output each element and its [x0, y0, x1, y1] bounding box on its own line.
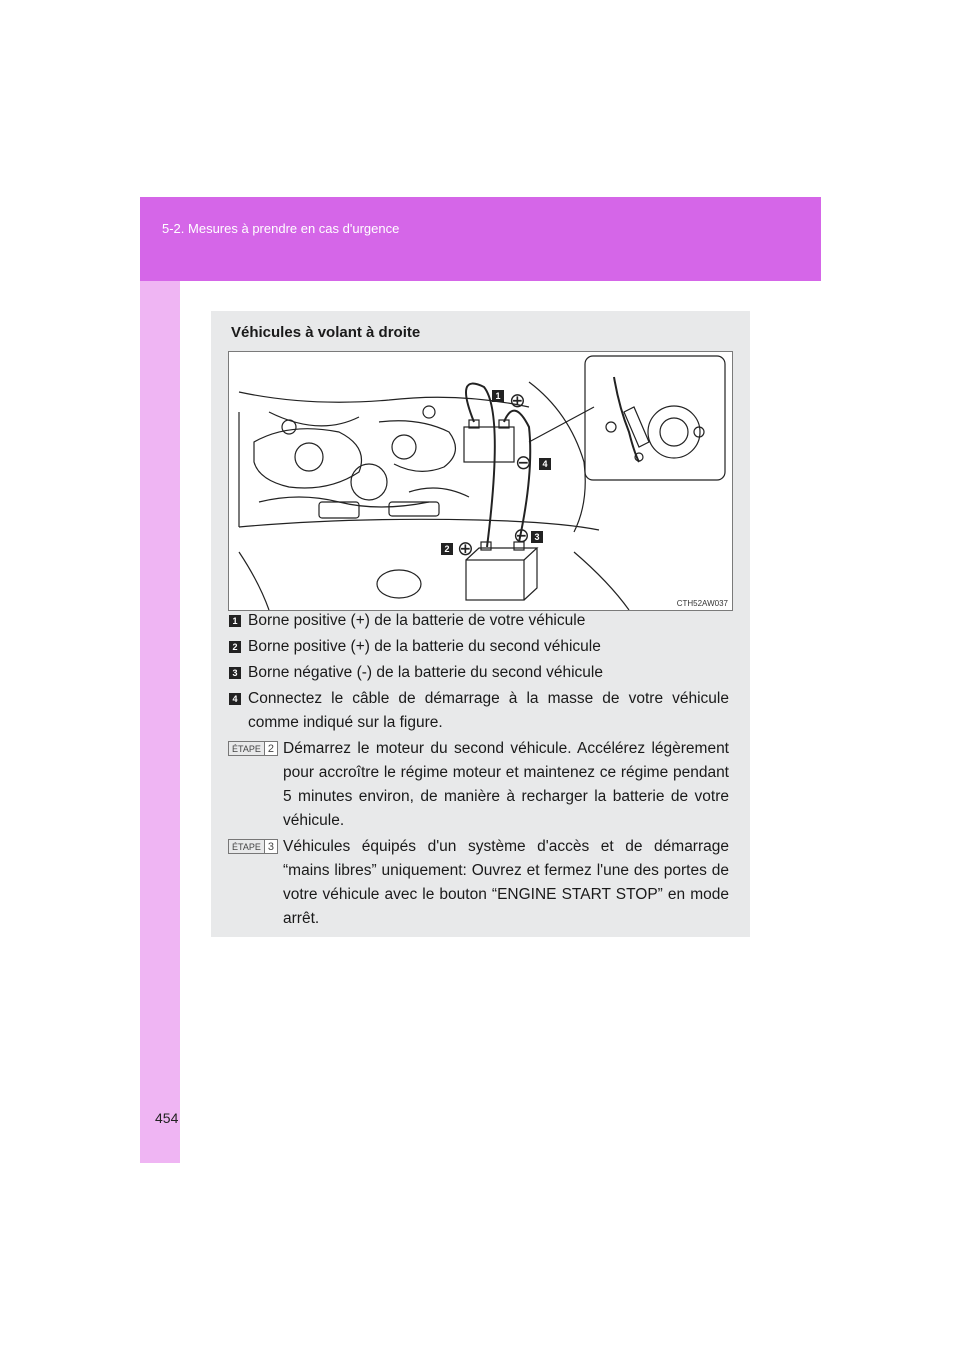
step-number: 3 — [264, 839, 278, 854]
item-text: Borne positive (+) de la batterie du second véhicule — [248, 638, 601, 655]
plus-symbol-1: ⊕ — [509, 388, 526, 412]
step-text: Démarrez le moteur du second véhicule. Accélérez légèrement pour accroître le régime moteur et maintenez ce régime pendant 5 minutes environ, de manière à recharger la batterie de votre véhicule. — [283, 740, 729, 829]
list-item-1 — [229, 609, 729, 633]
step-3 — [228, 835, 729, 931]
item-text: Connectez le câble de démarrage à la masse de votre véhicule comme indiqué sur la figure. — [248, 690, 729, 731]
step-label: ÉTAPE — [228, 741, 264, 756]
minus-symbol-3: ⊖ — [513, 523, 530, 547]
callout-4: 4 — [539, 458, 551, 470]
page-number: 454 — [155, 1110, 179, 1126]
step-label: ÉTAPE — [228, 839, 264, 854]
chapter-sidebar — [140, 197, 180, 1163]
list-item-4 — [229, 687, 729, 735]
item-number: 1 — [229, 615, 241, 627]
section-title: 5-2. Mesures à prendre en cas d'urgence — [162, 221, 400, 236]
instruction-panel — [211, 311, 750, 937]
list-item-3 — [229, 661, 729, 685]
item-text: Borne positive (+) de la batterie de votre véhicule — [248, 612, 586, 629]
list-item-2 — [229, 635, 729, 659]
callout-1: 1 — [492, 390, 504, 402]
panel-title: Véhicules à volant à droite — [231, 324, 421, 341]
minus-symbol-4: ⊖ — [515, 450, 532, 474]
callout-2: 2 — [441, 543, 453, 555]
item-number: 4 — [229, 693, 241, 705]
step-badge — [228, 839, 278, 854]
item-number: 2 — [229, 641, 241, 653]
item-text: Borne négative (-) de la batterie du second véhicule — [248, 664, 603, 681]
engine-bay-drawing — [229, 352, 733, 611]
callout-3: 3 — [531, 531, 543, 543]
section-header — [140, 197, 821, 281]
step-badge — [228, 741, 278, 756]
figure-code: CTH52AW037 — [676, 599, 728, 608]
item-number: 3 — [229, 667, 241, 679]
step-text: Véhicules équipés d'un système d'accès et de démarrage “mains libres” uniquement: Ouvrez et fermez l'une des portes de votre véhicule avec le bouton “ENGINE START STOP” en mode arrêt. — [283, 838, 729, 927]
jump-start-illustration — [228, 351, 733, 611]
step-2 — [228, 737, 729, 833]
step-number: 2 — [264, 741, 278, 756]
plus-symbol-2: ⊕ — [457, 536, 474, 560]
